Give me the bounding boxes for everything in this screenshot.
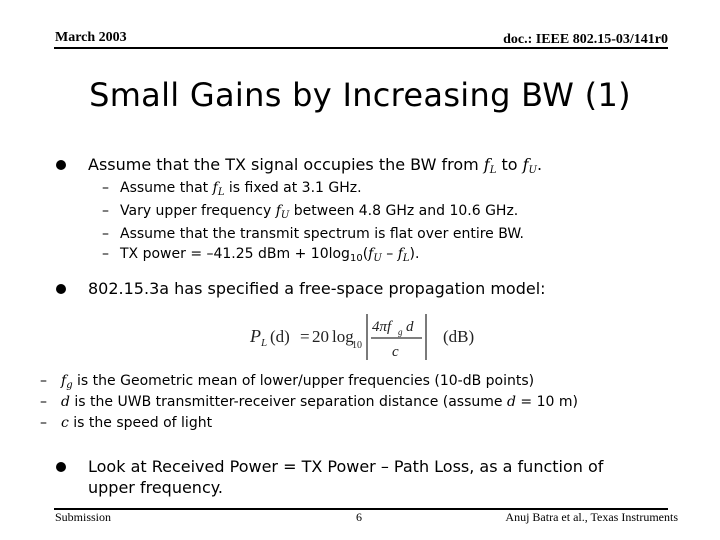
formula-numerator: 4πf — [372, 319, 392, 335]
formula-lhs-arg: (d) — [270, 327, 290, 346]
def-fg: $f_g$ is the Geometric mean of lower/upper frequencies (10-dB points) — [61, 373, 535, 391]
bullet-1-text: Assume that the TX signal occupies the BW from $f_L$ to $f_U$. — [88, 155, 543, 176]
formula-log-sub: 10 — [352, 340, 362, 351]
header-doc-id: doc.: IEEE 802.15-03/141r0 — [503, 32, 668, 47]
bullet-3-line-1: Look at Received Power = TX Power – Path Loss, as a function of — [88, 457, 604, 476]
footer-submission: Submission — [55, 510, 112, 524]
sub-bullet-3: Assume that the transmit spectrum is flat over entire BW. — [120, 226, 525, 242]
sub-bullet-dash: – — [102, 246, 109, 262]
formula-unit: (dB) — [443, 327, 475, 346]
formula-lhs-p: P — [250, 326, 261, 346]
sub-bullet-2: Vary upper frequency $f_U$ between 4.8 GHz and 10.6 GHz. — [120, 203, 519, 221]
bullet-dot — [56, 160, 66, 170]
bullet-3-line-2: upper frequency. — [88, 478, 224, 497]
footer-page-number: 6 — [356, 510, 362, 524]
header-rule — [54, 47, 668, 49]
sub-bullet-dash: – — [102, 226, 109, 242]
sub-bullet-dash: – — [102, 203, 109, 219]
path-loss-formula — [248, 308, 482, 364]
formula-lhs-sub: L — [261, 337, 268, 349]
bullet-2-text: 802.15.3a has specified a free-space propagation model: — [88, 279, 546, 298]
bullet-dot — [56, 462, 66, 472]
slide-title: Small Gains by Increasing BW (1) — [89, 76, 631, 114]
bullet-dot — [56, 284, 66, 294]
def-dash: – — [40, 394, 47, 410]
formula-coef: 20 — [312, 327, 329, 346]
formula-denominator: c — [392, 344, 399, 360]
sub-bullet-4: TX power = –41.25 dBm + $10\log_{10}(f_U - f_L)$. — [120, 246, 420, 264]
formula-num-d: d — [406, 319, 414, 335]
sub-bullet-dash: – — [102, 180, 109, 196]
formula-log: log — [332, 327, 354, 346]
def-dash: – — [40, 415, 47, 431]
formula-num-sub: g — [398, 327, 403, 337]
formula-equals: = — [300, 327, 310, 346]
def-d: d is the UWB transmitter-receiver separation distance (assume d = 10 m) — [61, 394, 578, 410]
def-c: c is the speed of light — [61, 415, 213, 431]
footer-authors: Anuj Batra et al., Texas Instruments — [505, 510, 678, 524]
header-date: March 2003 — [55, 30, 127, 45]
def-dash: – — [40, 373, 47, 389]
sub-bullet-1: Assume that $f_L$ is fixed at 3.1 GHz. — [120, 180, 362, 198]
